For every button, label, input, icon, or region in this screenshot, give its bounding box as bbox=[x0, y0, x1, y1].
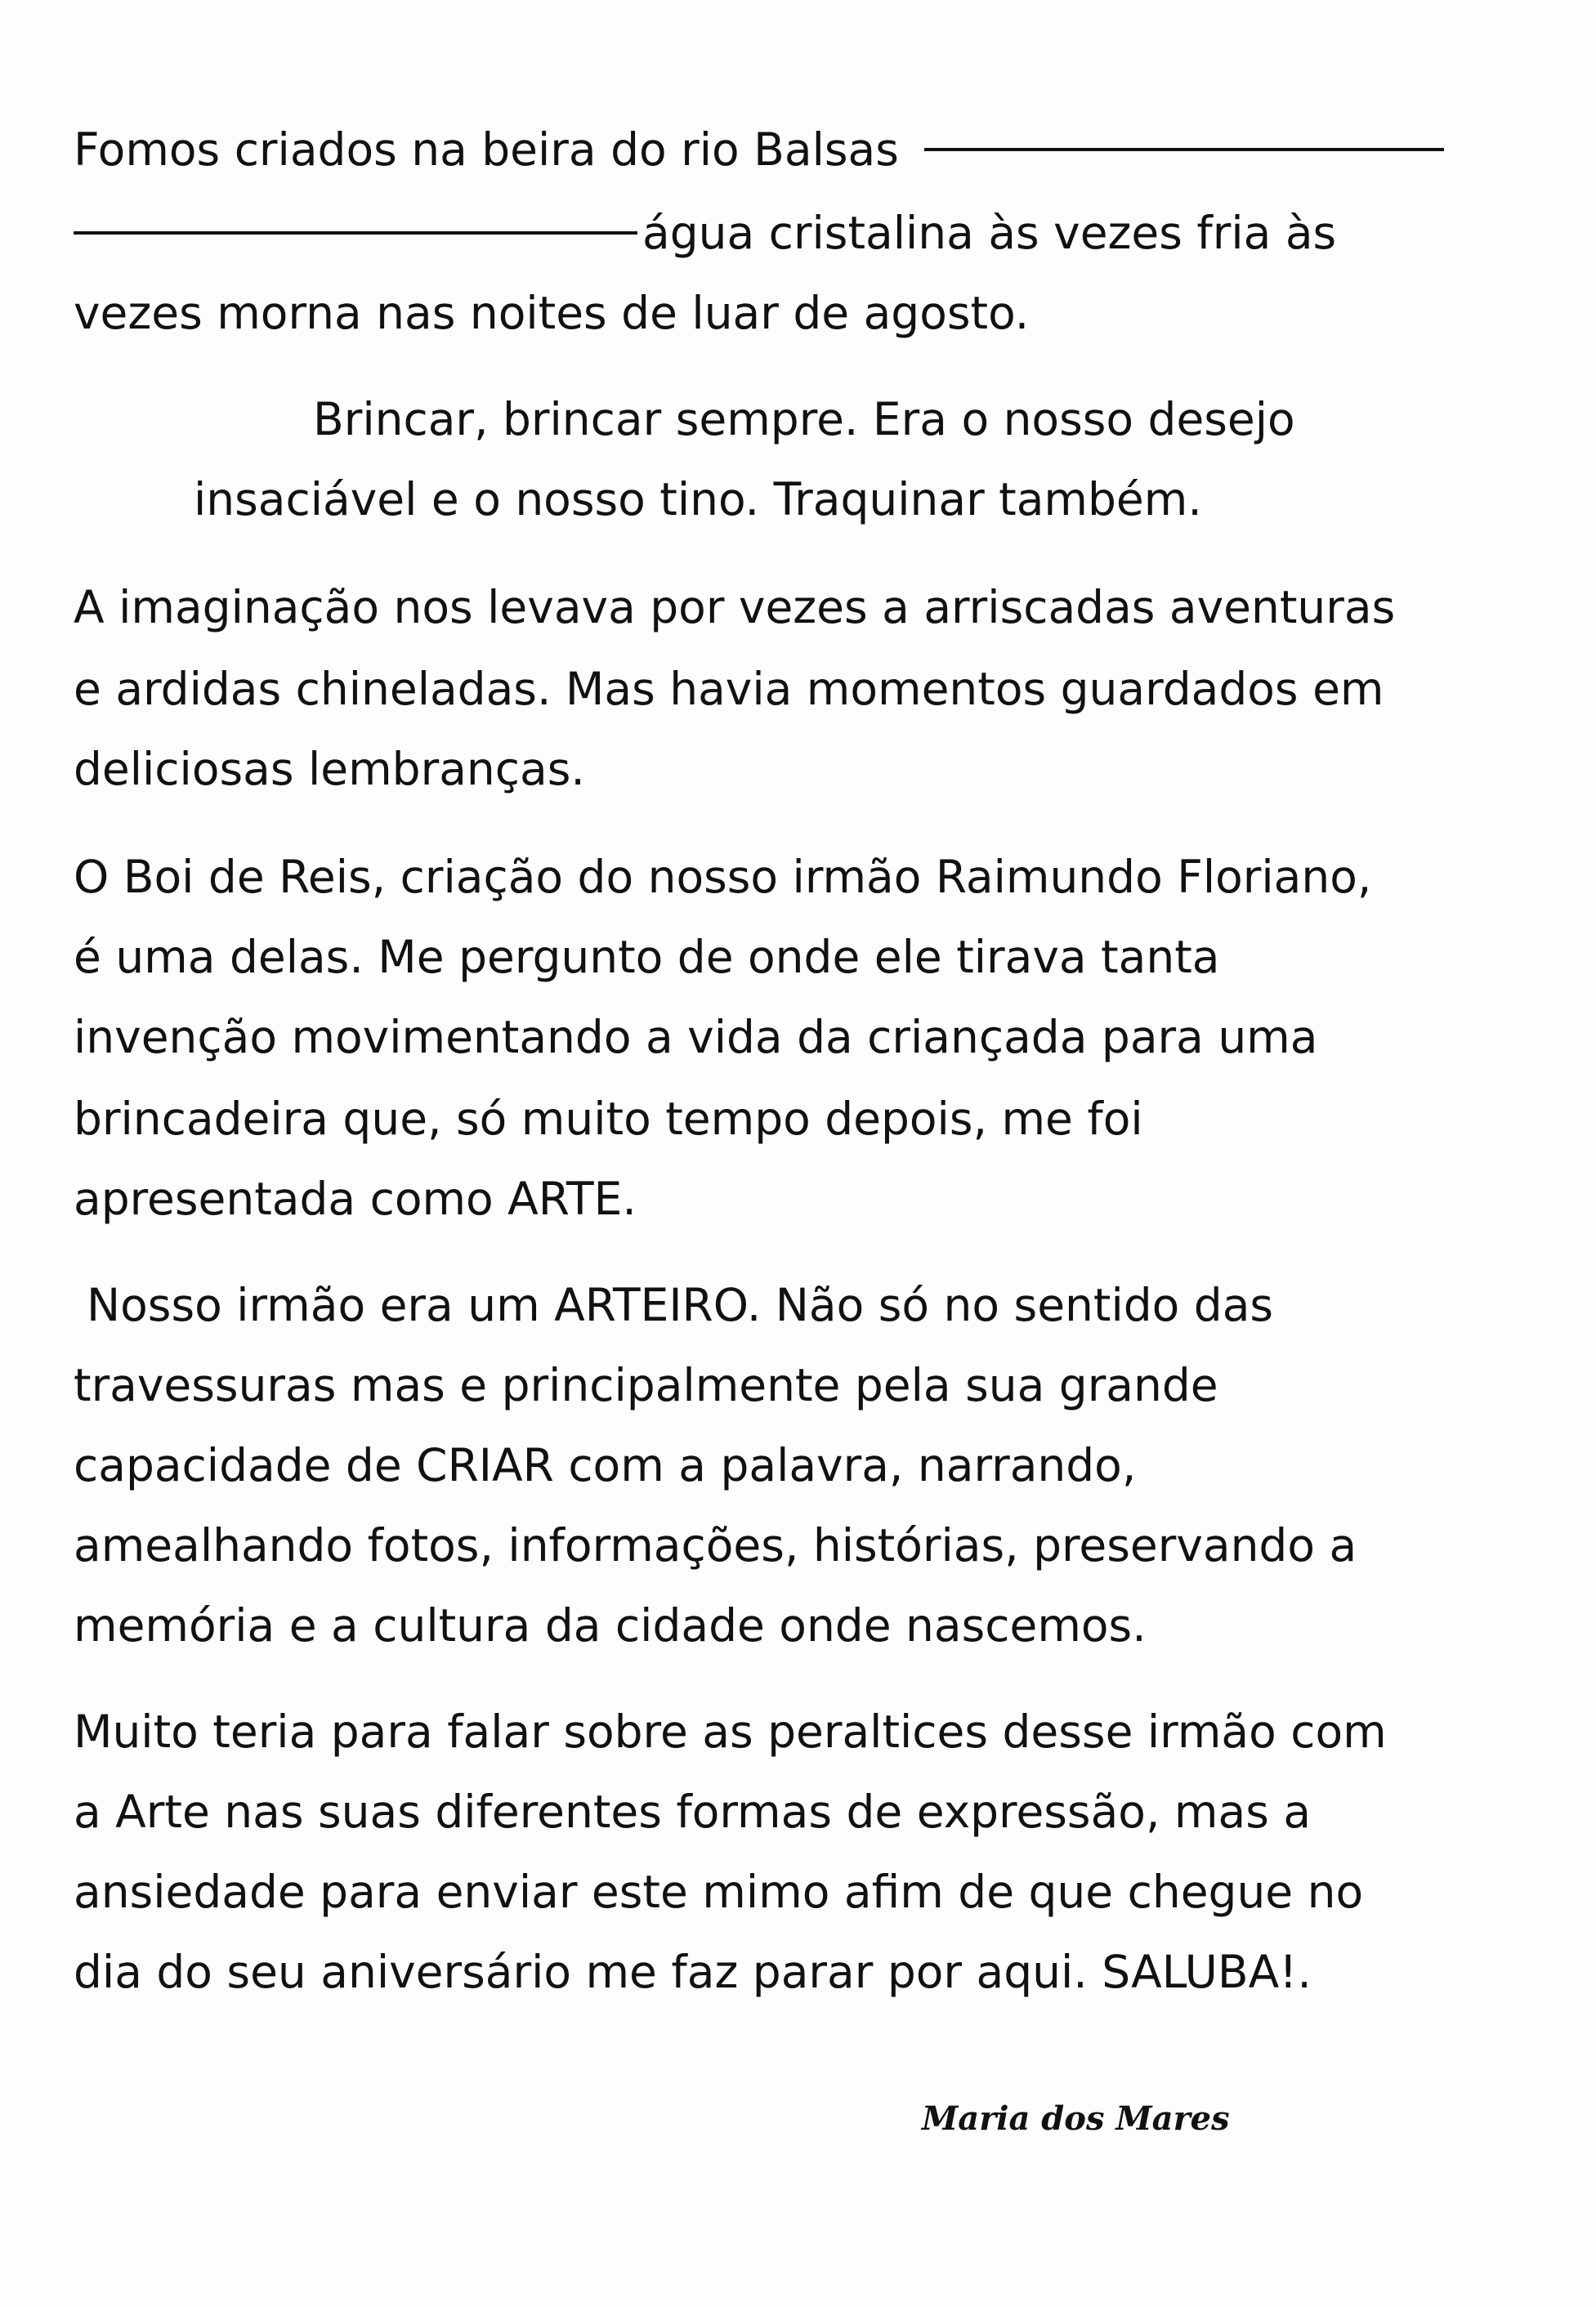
text-line: dia do seu aniversário me faz parar por aqui. SALUBA!. bbox=[74, 1946, 1312, 1998]
text-line: memória e a cultura da cidade onde nascemos. bbox=[74, 1599, 1147, 1652]
text-line: invenção movimentando a vida da criançada para uma bbox=[74, 1011, 1318, 1063]
text-line: deliciosas lembranças. bbox=[74, 743, 585, 795]
text-line: a Arte nas suas diferentes formas de expressão, mas a bbox=[74, 1786, 1312, 1838]
text-line: insaciável e o nosso tino. Traquinar também. bbox=[194, 473, 1202, 525]
text-line: apresentada como ARTE. bbox=[74, 1173, 637, 1225]
text-line: é uma delas. Me pergunto de onde ele tirava tanta bbox=[74, 931, 1220, 983]
signature: Maria dos Mares bbox=[922, 2099, 1230, 2138]
text-line: capacidade de CRIAR com a palavra, narrando, bbox=[74, 1439, 1137, 1491]
text-line bbox=[74, 204, 1336, 262]
blank-rule bbox=[924, 148, 1444, 151]
text-line: O Boi de Reis, criação do nosso irmão Raimundo Floriano, bbox=[74, 851, 1372, 903]
blank-rule bbox=[74, 231, 637, 235]
text-line: amealhando fotos, informações, histórias, preservando a bbox=[74, 1519, 1357, 1572]
text-line-content: água cristalina às vezes fria às bbox=[642, 207, 1337, 259]
text-line bbox=[74, 121, 1444, 178]
text-line: A imaginação nos levava por vezes a arriscadas aventuras bbox=[74, 581, 1396, 633]
text-line: ansiedade para enviar este mimo afim de que chegue no bbox=[74, 1866, 1364, 1918]
text-line: e ardidas chineladas. Mas havia momentos guardados em bbox=[74, 663, 1384, 715]
text-line: vezes morna nas noites de luar de agosto. bbox=[74, 287, 1030, 339]
text-line-content: Fomos criados na beira do rio Balsas bbox=[74, 123, 899, 176]
text-line: Nosso irmão era um ARTEIRO. Não só no sentido das bbox=[87, 1279, 1274, 1331]
text-line: Muito teria para falar sobre as peraltices desse irmão com bbox=[74, 1706, 1387, 1758]
text-line: Brincar, brincar sempre. Era o nosso desejo bbox=[313, 393, 1295, 445]
text-line: brincadeira que, só muito tempo depois, me foi bbox=[74, 1093, 1143, 1145]
text-line: travessuras mas e principalmente pela sua grande bbox=[74, 1359, 1218, 1411]
